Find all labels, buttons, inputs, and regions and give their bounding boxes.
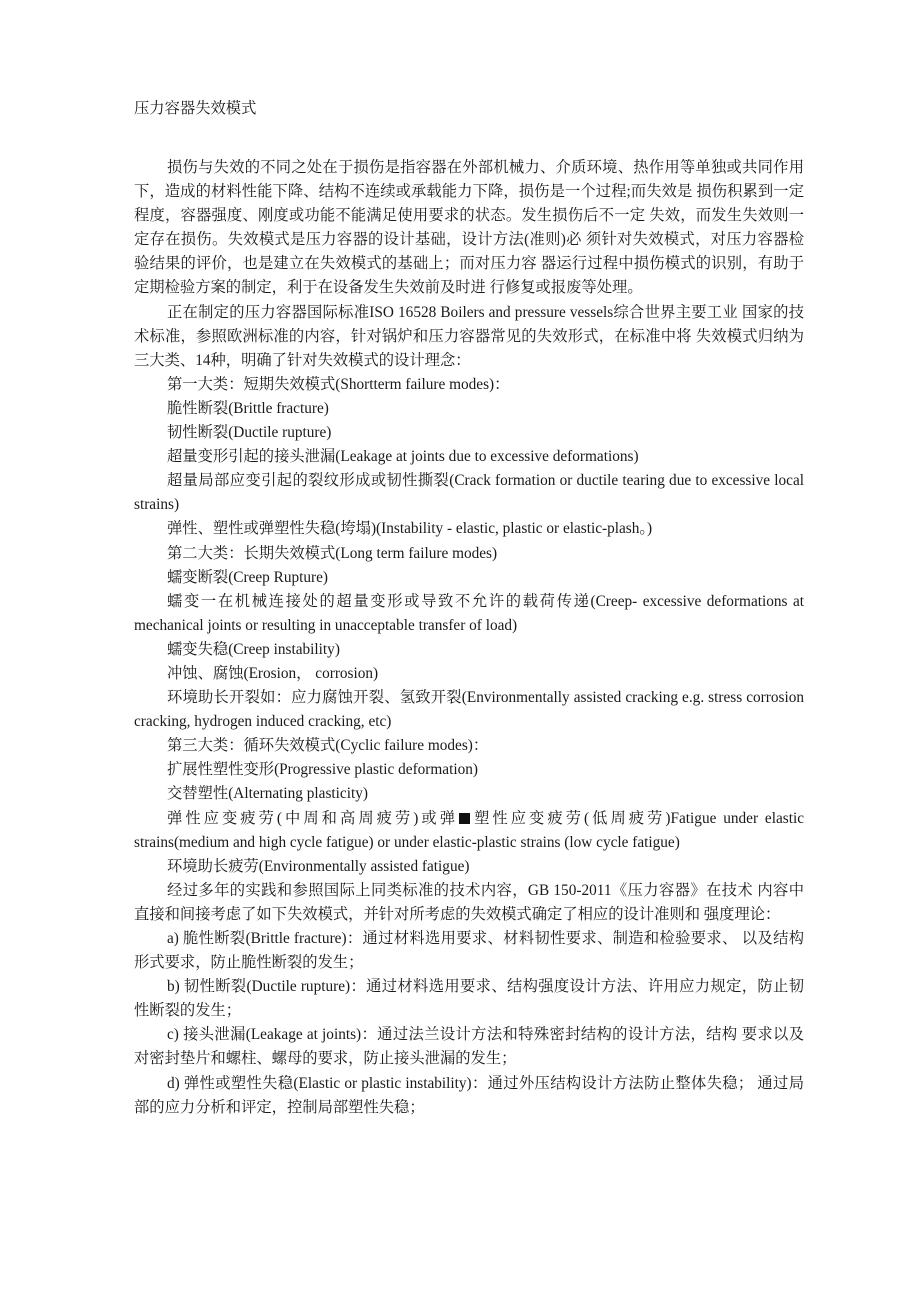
design-criterion-item: a) 脆性断裂(Brittle fracture)：通过材料选用要求、材料韧性要求、制造和检验要求、 以及结构形式要求，防止脆性断裂的发生； [134, 930, 804, 972]
failure-mode-item: 弹性、塑性或弹塑性失稳(垮塌)(Instability - elastic, plastic or elastic-plash。) [167, 520, 653, 538]
failure-mode-item: 蠕变失稳(Creep instability) [167, 640, 340, 658]
failure-mode-item: 交替塑性(Alternating plasticity) [167, 785, 368, 803]
category-long-term [134, 542, 804, 735]
failure-mode-item: 脆性断裂(Brittle fracture) [167, 399, 329, 417]
black-square-glyph-icon [459, 813, 470, 824]
gb-design-criteria-list [134, 927, 804, 1120]
failure-mode-item: 超量变形引起的接头泄漏(Leakage at joints due to excessive deformations) [167, 448, 639, 466]
failure-mode-item: 冲蚀、腐蚀(Erosion， corrosion) [167, 664, 379, 682]
failure-mode-item: 蠕变断裂(Creep Rupture) [167, 568, 329, 586]
failure-mode-item-fatigue [134, 807, 804, 855]
design-criterion-item: b) 韧性断裂(Ductile rupture)：通过材料选用要求、结构强度设计方法、许用应力规定，防止韧性断裂的发生； [134, 978, 804, 1020]
category-short-term [134, 373, 804, 542]
category-heading: 第一大类：短期失效模式(Shortterm failure modes)： [167, 375, 510, 393]
fatigue-prefix: 弹性应变疲劳(中周和高周疲劳)或弹 [167, 809, 459, 827]
failure-mode-item: 蠕变一在机械连接处的超量变形或导致不允许的载荷传递(Creep- excessive deformations at mechanical joints or resulting in unacceptable transfer of load) [134, 592, 804, 634]
gb-standard-paragraph: 经过多年的实践和参照国际上同类标准的技术内容，GB 150-2011《压力容器》在技术 内容中直接和间接考虑了如下失效模式，并针对所考虑的失效模式确定了相应的设计准则和 强度理论： [134, 881, 804, 923]
category-heading: 第三大类：循环失效模式(Cyclic failure modes)： [167, 737, 489, 755]
category-heading: 第二大类：长期失效模式(Long term failure modes) [167, 544, 498, 562]
document-page [134, 97, 804, 1120]
failure-mode-item: 环境助长开裂如：应力腐蚀开裂、氢致开裂(Environmentally assisted cracking e.g. stress corrosion cracking, hydrogen induced cracking, etc) [134, 689, 804, 731]
failure-mode-item: 环境助长疲劳(Environmentally assisted fatigue) [167, 857, 470, 875]
failure-mode-item: 韧性断裂(Ductile rupture) [167, 424, 332, 442]
fatigue-suffix: 塑性应变疲劳(低周疲劳)Fatigue under elastic strains(medium and high cycle fatigue) or under elastic-plastic strains (low cycle fatigue) [134, 809, 804, 851]
intro-paragraph: 损伤与失效的不同之处在于损伤是指容器在外部机械力、介质环境、热作用等单独或共同作用下，造成的材料性能下降、结构不连续或承载能力下降，损伤是一个过程;而失效是 损伤积累到一定程度，容器强度、刚度或功能不能满足使用要求的状态。发生损伤后不一定 失效，而发生失效则一定存在损伤。失效模式是压力容器的设计基础，设计方法(准则)必 须针对失效模式，对压力容器检验结果的评价，也是建立在失效模式的基础上；而对压力容 器运行过程中损伤模式的识别，有助于定期检验方案的制定，利于在设备发生失效前及时进 行修复或报废等处理。 [134, 159, 804, 297]
document-title: 压力容器失效模式 [134, 100, 257, 117]
design-criterion-item: c) 接头泄漏(Leakage at joints)：通过法兰设计方法和特殊密封结构的设计方法，结构 要求以及对密封垫片和螺柱、螺母的要求，防止接头泄漏的发生； [134, 1026, 804, 1068]
category-cyclic [134, 734, 804, 879]
failure-mode-item: 扩展性塑性变形(Progressive plastic deformation) [167, 761, 478, 779]
iso-standard-paragraph: 正在制定的压力容器国际标准ISO 16528 Boilers and pressure vessels综合世界主要工业 国家的技术标准，参照欧洲标准的内容，针对锅炉和压力容器常见的失效形式，在标准中将 失效模式归纳为三大类、14种，明确了针对失效模式的设计理念： [134, 303, 804, 369]
design-criterion-item: d) 弹性或塑性失稳(Elastic or plastic instability)：通过外压结构设计方法防止整体失稳； 通过局部的应力分析和评定，控制局部塑性失稳； [134, 1074, 804, 1116]
failure-mode-item: 超量局部应变引起的裂纹形成或韧性撕裂(Crack formation or ductile tearing due to excessive local strains) [134, 472, 804, 514]
